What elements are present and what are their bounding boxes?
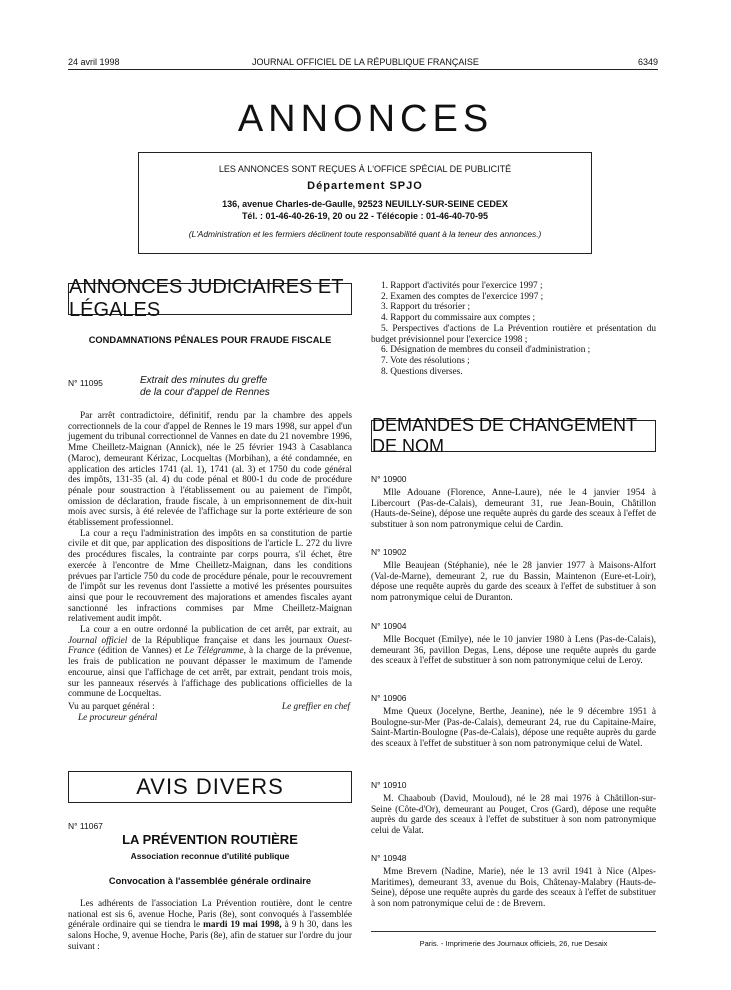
notice-number: N° 10904 — [371, 621, 407, 631]
section-annonces-judiciaires: ANNONCES JUDICIAIRES ET LÉGALES — [68, 283, 352, 315]
paragraph — [68, 899, 352, 953]
text-run: La cour a en outre ordonné la publication de cet arrêt, par extrait, au — [80, 625, 352, 636]
notice-text — [371, 794, 656, 837]
text-run: Journal officiel — [68, 635, 128, 646]
agenda-list — [371, 281, 656, 377]
organization-name: LA PRÉVENTION ROUTIÈRE — [122, 832, 298, 847]
agenda-item: 8. Questions diverses. — [381, 366, 463, 377]
notice-text — [371, 707, 656, 750]
signature-row — [68, 702, 352, 713]
notice-text — [371, 488, 656, 531]
paragraph: La cour a reçu l'administration des impôts en sa constitution de partie civile et dit que, par application des dispositions de l'article L. 272 du livre des procédures fiscales, la contrainte par corps pourra, s'il échet, être exercée à l'encontre de Mme Cheilletz-Maignan, dans les conditions prévues par l'article 750 du code de procédure pénale, pour le recouvrement de l'impôt sur les revenus dont l'assiette a motivé les présentes poursuites ainsi que pour le recouvrement des majorations et amendes fiscales ayant sanctionné les infractions commises par Mme Cheilletz-Maignan relativement audit impôt. — [68, 528, 352, 625]
text-run: à 9 h 30, dans les salons Hoche, 9, avenue Hoche, Paris (8e), afin de statuer sur l'ordre du jour suivant : — [68, 920, 352, 952]
text-run: de la République française et dans les journaux — [127, 635, 328, 646]
agenda-item: 6. Désignation de membres du conseil d'administration ; — [381, 345, 591, 356]
paragraph: Mme Brevern (Nadine, Marie), née le 13 avril 1941 à Nice (Alpes-Maritimes), demeurant 33, avenue du Bois, Châtenay-Malabry (Hauts-de-Seine), dépose une requête auprès du garde des sceaux à l'effet de substituer à son nom patronymique celui de : de Brevern. — [371, 867, 656, 910]
notice-number: N° 11095 — [68, 378, 103, 388]
notice-title-line: Extrait des minutes du greffe — [140, 375, 268, 386]
notice-number: N° 10948 — [371, 853, 407, 863]
agenda-item: 7. Vote des résolutions ; — [381, 355, 470, 366]
paragraph — [68, 625, 352, 700]
paragraph: Par arrêt contradictoire, définitif, rendu par la chambre des appels correctionnels de la cour d'appel de Rennes le 19 mars 1998, sur appel d'un jugement du tribunal correctionnel de Vannes en date du 21 novembre 1996, Mme Cheilletz-Maignan (Annick), née le 25 février 1943 à Casablanca (Maroc), demeurant Kérizac, Locqueltas (Morbihan), a été condamnée, en application des articles 1741 (al. 1), 1741 (al. 3) et 1750 du code général des impôts, 131-35 (al. 4) du code pénal et 800-1 du code de procédure pénale pour soustraction à l'établissement ou au paiement de l'impôt, omission de déclaration, fraude fiscale, à un emprisonnement de dix-huit mois avec sursis, à été relevée de l'affichage sur la porte extérieure de son établissement professionnel. — [68, 411, 352, 529]
info-disclaimer: (L'Administration et les fermiers déclinent toute responsabilité quant à la teneur des annonces.) — [188, 229, 542, 239]
agenda-item: 1. Rapport d'activités pour l'exercice 1997 ; — [381, 281, 543, 291]
header-rule — [68, 69, 658, 70]
text-run: mardi 19 mai 1998, — [203, 920, 282, 931]
organization-subtitle: Association reconnue d'utilité publique — [130, 851, 290, 861]
imprint: Paris. - Imprimerie des Journaux officiels, 26, rue Desaix — [419, 939, 608, 948]
text-run: Les adhérents de l'association La Prévention routière, dont le centre national est sis 6, avenue Hoche, Paris (8e), sont convoqués à l'assemblée générale ordinaire qui se tiendra le — [68, 899, 352, 931]
agenda-item: 4. Rapport du commissaire aux comptes ; — [381, 313, 536, 324]
agenda-item: 3. Rapport du trésorier ; — [381, 302, 471, 313]
subheading-condamnations: CONDAMNATIONS PÉNALES POUR FRAUDE FISCALE — [88, 335, 332, 345]
paragraph: Mme Queux (Jocelyne, Berthe, Jeanine), née le 9 décembre 1951 à Boulogne-sur-Mer (Pas-de-Calais), demeurant 24, rue du Capitaine-Maire, Saint-Martin-Boulogne (Pas-de-Calais), dépose une requête auprès du garde des sceaux à l'effet de substituer à son nom patronymique celui de Watel. — [371, 707, 656, 750]
paragraph: Mlle Bocquet (Emilye), née le 10 janvier 1980 à Lens (Pas-de-Calais), demeurant 36, pavillon Degas, Lens, dépose une requête auprès du garde des sceaux à l'effet de substituer à son nom patronymique celui de Leroy. — [371, 635, 656, 667]
notice-text — [371, 867, 656, 910]
notice-title-line: de la cour d'appel de Rennes — [140, 387, 270, 398]
text-run: Ouest-France — [68, 635, 353, 657]
notice-number: N° 10910 — [371, 780, 407, 790]
paragraph: Mlle Adouane (Florence, Anne-Laure), née le 4 janvier 1954 à Libercourt (Pas-de-Calais), demeurant 31, rue Jean-Bouin, Châtillon (Hauts-de-Seine), dépose une requête auprès du garde des sceaux à l'effet de substituer à son nom patronymique celui de Cardin. — [371, 488, 656, 531]
signature-label: Vu au parquet général : — [68, 701, 155, 712]
info-address: 136, avenue Charles-de-Gaulle, 92523 NEUILLY-SUR-SEINE CEDEX — [222, 199, 508, 209]
section-changement-de-nom: DEMANDES DE CHANGEMENT DE NOM — [371, 420, 656, 452]
notice-body — [68, 411, 352, 723]
section-avis-divers: AVIS DIVERS — [68, 771, 352, 803]
notice-number: N° 10902 — [371, 547, 407, 557]
notice-number: N° 10900 — [371, 474, 407, 484]
text-run: Le Télégramme — [184, 646, 244, 657]
paragraph: M. Chaaboub (David, Mouloud), né le 28 mai 1976 à Châtillon-sur-Seine (Côte-d'Or), demeurant au Pouget, Cros (Gard), dépose une requête auprès du garde des sceaux à l'effet de substituer à son nom patronymique celui de Valat. — [371, 794, 656, 837]
convocation-heading: Convocation à l'assemblée générale ordinaire — [108, 876, 312, 886]
convocation-body — [68, 899, 352, 953]
info-box — [138, 152, 592, 254]
notice-title — [140, 375, 270, 399]
info-department: Département SPJO — [307, 180, 423, 192]
notice-number: N° 11067 — [68, 821, 103, 831]
notice-text — [371, 635, 656, 667]
imprint-rule — [371, 931, 656, 932]
notice-number: N° 10906 — [371, 693, 407, 703]
signature-procureur: Le procureur général — [78, 712, 158, 723]
info-line: LES ANNONCES SONT REÇUES À L'OFFICE SPÉCIAL DE PUBLICITÉ — [218, 164, 512, 174]
agenda-item: 5. Perspectives d'actions de La Prévention routière et présentation du budget prévisionnel pour l'exercice 1998 ; — [371, 323, 656, 345]
signature-greffier: Le greffier en chef — [281, 701, 350, 712]
header-date: 24 avril 1998 — [68, 57, 120, 67]
text-run: (édition de Vannes) et — [94, 646, 185, 657]
notice-text — [371, 561, 656, 604]
header-page-number: 6349 — [637, 57, 658, 67]
header-journal: JOURNAL OFFICIEL DE LA RÉPUBLIQUE FRANÇAISE — [252, 57, 479, 67]
text-run: , à la charge de la prévenue, les frais de publication ne pouvant dépasser le maximum de l'amende encourue, ainsi que l'affichage de cet arrêt, par extrait, pendant trois mois, sur les panneaux réservés à l'affichage des publications officielles de la commune de Locqueltas. — [68, 646, 352, 700]
paragraph: Mlle Beaujean (Stéphanie), née le 28 janvier 1977 à Maisons-Alfort (Val-de-Marne), demeurant 2, rue du Bassin, Maintenon (Eure-et-Loir), dépose une requête auprès du garde des sceaux à l'effet de substituer à son nom patronymique celui de Duranton. — [371, 561, 656, 604]
page-title: ANNONCES — [237, 98, 494, 140]
agenda-item: 2. Examen des comptes de l'exercice 1997 ; — [381, 291, 544, 302]
info-telephone: Tél. : 01-46-40-26-19, 20 ou 22 - Télécopie : 01-46-40-70-95 — [241, 211, 489, 221]
